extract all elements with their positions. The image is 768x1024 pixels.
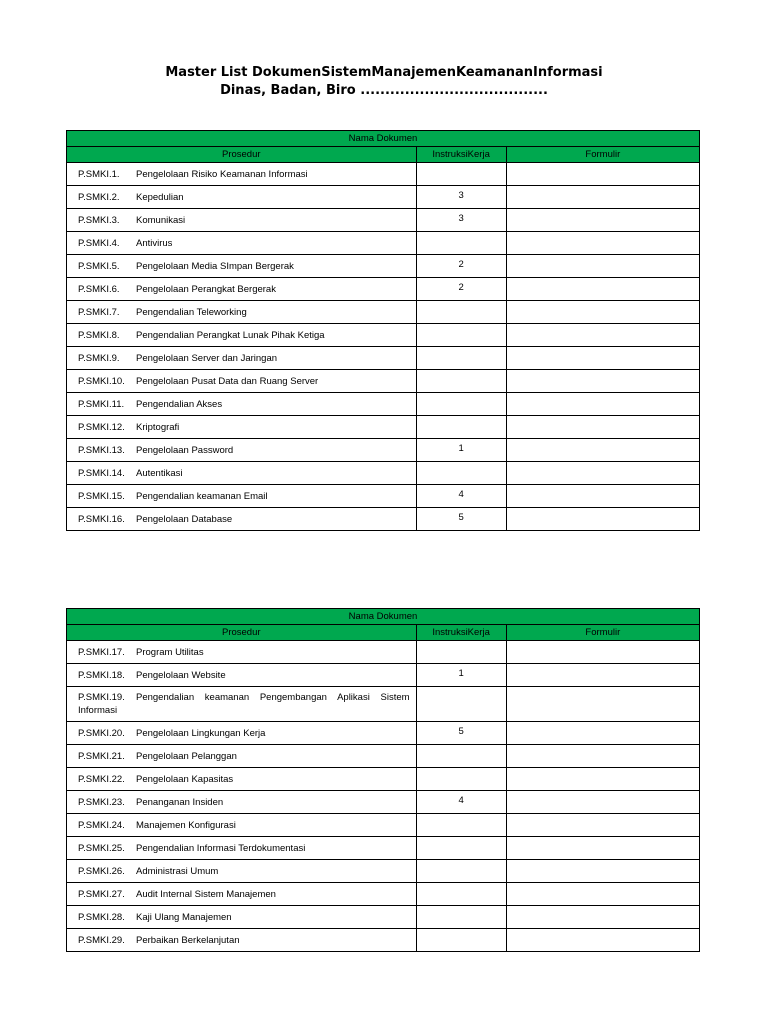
table-row: [67, 278, 700, 301]
procedure-code: P.SMKI.24.: [78, 819, 125, 831]
procedure-code: P.SMKI.12.: [78, 421, 125, 433]
prosedur-cell: [67, 664, 417, 687]
procedure-code: P.SMKI.13.: [78, 444, 125, 456]
instruksi-kerja-count: 1: [458, 667, 464, 679]
formulir-cell: [506, 255, 699, 278]
instruksi-kerja-cell: [416, 209, 506, 232]
procedure-code: P.SMKI.21.: [78, 750, 125, 762]
procedure-code: P.SMKI.10.: [78, 375, 125, 387]
prosedur-cell: [67, 508, 417, 531]
procedure-code: P.SMKI.1.: [78, 168, 120, 180]
table-row: [67, 163, 700, 186]
instruksi-kerja-count: 2: [458, 258, 464, 270]
table-row: [67, 347, 700, 370]
prosedur-cell: [67, 929, 417, 952]
procedure-name: Pengelolaan Pusat Data dan Ruang Server: [136, 375, 319, 387]
instruksi-kerja-cell: [416, 814, 506, 837]
group-header-nama-dokumen: Nama Dokumen: [67, 609, 700, 625]
instruksi-kerja-cell: [416, 745, 506, 768]
instruksi-kerja-cell: [416, 186, 506, 209]
instruksi-kerja-cell: [416, 860, 506, 883]
procedure-name: Program Utilitas: [136, 646, 204, 658]
procedure-code: P.SMKI.8.: [78, 329, 120, 341]
instruksi-kerja-cell: [416, 462, 506, 485]
column-header-formulir: Formulir: [506, 625, 699, 641]
instruksi-kerja-count: 5: [458, 725, 464, 737]
prosedur-cell: [67, 439, 417, 462]
formulir-cell: [506, 791, 699, 814]
procedure-code: P.SMKI.29.: [78, 934, 125, 946]
instruksi-kerja-cell: [416, 301, 506, 324]
formulir-cell: [506, 641, 699, 664]
procedure-code: P.SMKI.28.: [78, 911, 125, 923]
formulir-cell: [506, 883, 699, 906]
prosedur-cell: [67, 347, 417, 370]
instruksi-kerja-count: 1: [458, 442, 464, 454]
instruksi-kerja-cell: [416, 791, 506, 814]
procedure-code: P.SMKI.20.: [78, 727, 125, 739]
procedure-name: Kepedulian: [136, 191, 184, 203]
table-row: [67, 722, 700, 745]
prosedur-cell: [67, 860, 417, 883]
procedure-name: Kriptografi: [136, 421, 180, 433]
table-row: [67, 664, 700, 687]
procedure-name: Antivirus: [136, 237, 173, 249]
instruksi-kerja-cell: [416, 439, 506, 462]
formulir-cell: [506, 439, 699, 462]
prosedur-cell: [67, 278, 417, 301]
instruksi-kerja-cell: [416, 508, 506, 531]
table-row: [67, 814, 700, 837]
procedure-code: P.SMKI.5.: [78, 260, 120, 272]
formulir-cell: [506, 301, 699, 324]
table-row: [67, 393, 700, 416]
procedure-code: P.SMKI.17.: [78, 646, 125, 658]
instruksi-kerja-cell: [416, 883, 506, 906]
procedure-name: Pengelolaan Website: [136, 669, 226, 681]
table-row: [67, 209, 700, 232]
procedure-name: Pengendalian keamanan Email: [136, 490, 268, 502]
procedure-name: Pengelolaan Server dan Jaringan: [136, 352, 278, 364]
instruksi-kerja-cell: [416, 416, 506, 439]
table-row: [67, 837, 700, 860]
prosedur-cell: [67, 324, 417, 347]
formulir-cell: [506, 664, 699, 687]
instruksi-kerja-cell: [416, 929, 506, 952]
table-row: [67, 860, 700, 883]
prosedur-cell: [67, 722, 417, 745]
table-row: [67, 768, 700, 791]
table-row: [67, 255, 700, 278]
instruksi-kerja-cell: [416, 347, 506, 370]
formulir-cell: [506, 508, 699, 531]
column-header-instruksi-kerja: InstruksiKerja: [416, 625, 506, 641]
procedure-code: P.SMKI.23.: [78, 796, 125, 808]
document-title: [0, 64, 768, 100]
column-header-formulir: Formulir: [506, 147, 699, 163]
prosedur-cell: [67, 209, 417, 232]
table-row: [67, 416, 700, 439]
formulir-cell: [506, 347, 699, 370]
procedure-code: P.SMKI.19.: [78, 692, 125, 703]
instruksi-kerja-cell: [416, 722, 506, 745]
prosedur-cell: [67, 768, 417, 791]
instruksi-kerja-cell: [416, 641, 506, 664]
procedure-name: Pengelolaan Lingkungan Kerja: [136, 727, 266, 739]
instruksi-kerja-count: 4: [458, 794, 464, 806]
formulir-cell: [506, 745, 699, 768]
prosedur-cell: [67, 370, 417, 393]
prosedur-cell: [67, 255, 417, 278]
table-column-header-row: [67, 625, 700, 641]
procedure-name: Administrasi Umum: [136, 865, 219, 877]
prosedur-cell: [67, 791, 417, 814]
instruksi-kerja-count: 5: [458, 511, 464, 523]
procedure-code: P.SMKI.18.: [78, 669, 125, 681]
formulir-cell: [506, 370, 699, 393]
procedure-code: P.SMKI.14.: [78, 467, 125, 479]
table-row: [67, 301, 700, 324]
instruksi-kerja-cell: [416, 768, 506, 791]
instruksi-kerja-cell: [416, 485, 506, 508]
prosedur-cell: [67, 416, 417, 439]
column-header-prosedur: Prosedur: [67, 147, 417, 163]
procedure-code: P.SMKI.11.: [78, 398, 125, 410]
instruksi-kerja-cell: [416, 232, 506, 255]
group-header-nama-dokumen: Nama Dokumen: [67, 131, 700, 147]
instruksi-kerja-cell: [416, 163, 506, 186]
table-column-header-row: [67, 147, 700, 163]
formulir-cell: [506, 232, 699, 255]
document-table-1: [66, 130, 700, 531]
procedure-code: P.SMKI.3.: [78, 214, 120, 226]
instruksi-kerja-count: 4: [458, 488, 464, 500]
procedure-code: P.SMKI.27.: [78, 888, 125, 900]
formulir-cell: [506, 278, 699, 301]
instruksi-kerja-cell: [416, 255, 506, 278]
procedure-code: P.SMKI.4.: [78, 237, 120, 249]
table-row: [67, 745, 700, 768]
prosedur-cell: [67, 485, 417, 508]
prosedur-cell: [67, 393, 417, 416]
formulir-cell: [506, 393, 699, 416]
procedure-name: Pengelolaan Risiko Keamanan Informasi: [136, 168, 308, 180]
procedure-name: Audit Internal Sistem Manajemen: [136, 888, 276, 900]
column-header-instruksi-kerja: InstruksiKerja: [416, 147, 506, 163]
formulir-cell: [506, 768, 699, 791]
table-row: [67, 906, 700, 929]
procedure-name: Perbaikan Berkelanjutan: [136, 934, 240, 946]
formulir-cell: [506, 462, 699, 485]
table-row: [67, 186, 700, 209]
prosedur-cell: [67, 837, 417, 860]
procedure-code: P.SMKI.9.: [78, 352, 120, 364]
title-line-1: Master List DokumenSistemManajemenKeamananInformasi: [165, 65, 603, 80]
column-header-prosedur: Prosedur: [67, 625, 417, 641]
procedure-name: Kaji Ulang Manajemen: [136, 911, 232, 923]
formulir-cell: [506, 722, 699, 745]
title-line-2: Dinas, Badan, Biro ......................................: [220, 83, 548, 98]
prosedur-cell: [67, 462, 417, 485]
formulir-cell: [506, 687, 699, 722]
document-table-2: [66, 608, 700, 952]
procedure-code: P.SMKI.25.: [78, 842, 125, 854]
procedure-code: P.SMKI.7.: [78, 306, 120, 318]
instruksi-kerja-cell: [416, 687, 506, 722]
procedure-name: Komunikasi: [136, 214, 186, 226]
procedure-name: Penanganan Insiden: [136, 796, 224, 808]
instruksi-kerja-cell: [416, 393, 506, 416]
instruksi-kerja-cell: [416, 664, 506, 687]
procedure-name: Pengendalian keamanan Pengembangan Aplikasi Sistem Informasi: [78, 692, 410, 716]
formulir-cell: [506, 837, 699, 860]
procedure-code: P.SMKI.22.: [78, 773, 125, 785]
table-row: [67, 232, 700, 255]
instruksi-kerja-cell: [416, 837, 506, 860]
prosedur-cell: [67, 641, 417, 664]
procedure-name: Pengendalian Akses: [136, 398, 223, 410]
procedure-name: Pengendalian Informasi Terdokumentasi: [136, 842, 306, 854]
procedure-name: Pengelolaan Perangkat Bergerak: [136, 283, 276, 295]
procedure-name: Pengelolaan Password: [136, 444, 234, 456]
formulir-cell: [506, 163, 699, 186]
formulir-cell: [506, 906, 699, 929]
table-row: [67, 791, 700, 814]
formulir-cell: [506, 485, 699, 508]
table-row: [67, 883, 700, 906]
table-row: [67, 370, 700, 393]
procedure-name: Pengendalian Perangkat Lunak Pihak Ketiga: [136, 329, 325, 341]
instruksi-kerja-count: 2: [458, 281, 464, 293]
formulir-cell: [506, 186, 699, 209]
table-row: [67, 687, 700, 722]
table-row: [67, 462, 700, 485]
prosedur-cell: [67, 186, 417, 209]
formulir-cell: [506, 929, 699, 952]
prosedur-cell: [67, 232, 417, 255]
table-row: [67, 324, 700, 347]
procedure-name: Pengelolaan Pelanggan: [136, 750, 237, 762]
formulir-cell: [506, 416, 699, 439]
instruksi-kerja-count: 3: [458, 212, 464, 224]
procedure-code: P.SMKI.16.: [78, 513, 125, 525]
formulir-cell: [506, 814, 699, 837]
instruksi-kerja-cell: [416, 370, 506, 393]
instruksi-kerja-cell: [416, 906, 506, 929]
procedure-code: P.SMKI.26.: [78, 865, 125, 877]
procedure-name: Manajemen Konfigurasi: [136, 819, 236, 831]
table-row: [67, 485, 700, 508]
procedure-name: Pengelolaan Database: [136, 513, 233, 525]
prosedur-cell: [67, 163, 417, 186]
prosedur-cell: [67, 301, 417, 324]
table-group-header-row: [67, 609, 700, 625]
table-row: [67, 929, 700, 952]
prosedur-cell: [67, 906, 417, 929]
procedure-name: Autentikasi: [136, 467, 183, 479]
prosedur-cell: [67, 883, 417, 906]
prosedur-cell: [67, 814, 417, 837]
prosedur-cell: [67, 745, 417, 768]
instruksi-kerja-cell: [416, 278, 506, 301]
table-row: [67, 439, 700, 462]
procedure-name: Pengelolaan Kapasitas: [136, 773, 234, 785]
procedure-name: Pengendalian Teleworking: [136, 306, 247, 318]
prosedur-cell: [67, 687, 417, 722]
formulir-cell: [506, 860, 699, 883]
procedure-code: P.SMKI.15.: [78, 490, 125, 502]
formulir-cell: [506, 209, 699, 232]
table-row: [67, 641, 700, 664]
table-group-header-row: [67, 131, 700, 147]
table-row: [67, 508, 700, 531]
instruksi-kerja-cell: [416, 324, 506, 347]
formulir-cell: [506, 324, 699, 347]
procedure-name: Pengelolaan Media SImpan Bergerak: [136, 260, 294, 272]
procedure-code: P.SMKI.2.: [78, 191, 120, 203]
procedure-code: P.SMKI.6.: [78, 283, 120, 295]
instruksi-kerja-count: 3: [458, 189, 464, 201]
